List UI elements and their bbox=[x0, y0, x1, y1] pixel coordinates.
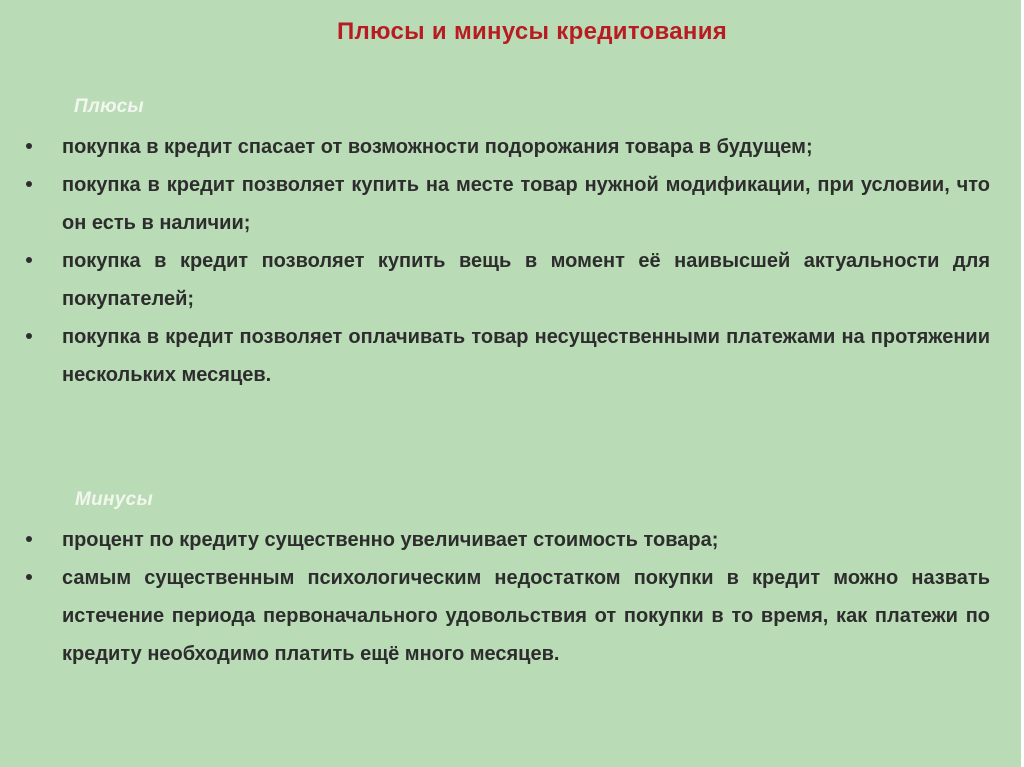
cons-item bbox=[0, 521, 1021, 559]
cons-item bbox=[0, 559, 1021, 673]
pros-heading: Плюсы bbox=[74, 96, 144, 117]
pros-item bbox=[0, 166, 1021, 242]
pros-item bbox=[0, 318, 1021, 394]
bullet-icon bbox=[26, 536, 32, 542]
bullet-icon bbox=[26, 181, 32, 187]
bullet-icon bbox=[26, 143, 32, 149]
bullet-icon bbox=[26, 574, 32, 580]
pros-item bbox=[0, 128, 1021, 166]
slide-title: Плюсы и минусы кредитования bbox=[336, 18, 728, 45]
bullet-icon bbox=[26, 333, 32, 339]
cons-heading: Минусы bbox=[75, 489, 154, 510]
pros-item bbox=[0, 242, 1021, 318]
pros-item-text: покупка в кредит спасает от возможности подорожания товара в будущем; bbox=[62, 136, 813, 158]
cons-item-text: процент по кредиту существенно увеличивает стоимость товара; bbox=[62, 529, 719, 551]
bullet-icon bbox=[26, 257, 32, 263]
pros-item-text: покупка в кредит позволяет купить вещь в момент её наивысшей актуальности для покупателей; bbox=[62, 250, 990, 310]
pros-list bbox=[0, 128, 1021, 394]
cons-list bbox=[0, 521, 1021, 673]
cons-item-text: самым существенным психологическим недостатком покупки в кредит можно назвать истечение периода первоначального удовольствия от покупки в то время, как платежи по кредиту необходимо платить ещё много месяцев. bbox=[62, 567, 990, 665]
pros-item-text: покупка в кредит позволяет оплачивать товар несущественными платежами на протяжении нескольких месяцев. bbox=[62, 326, 990, 386]
pros-item-text: покупка в кредит позволяет купить на месте товар нужной модификации, при условии, что он есть в наличии; bbox=[62, 174, 990, 234]
